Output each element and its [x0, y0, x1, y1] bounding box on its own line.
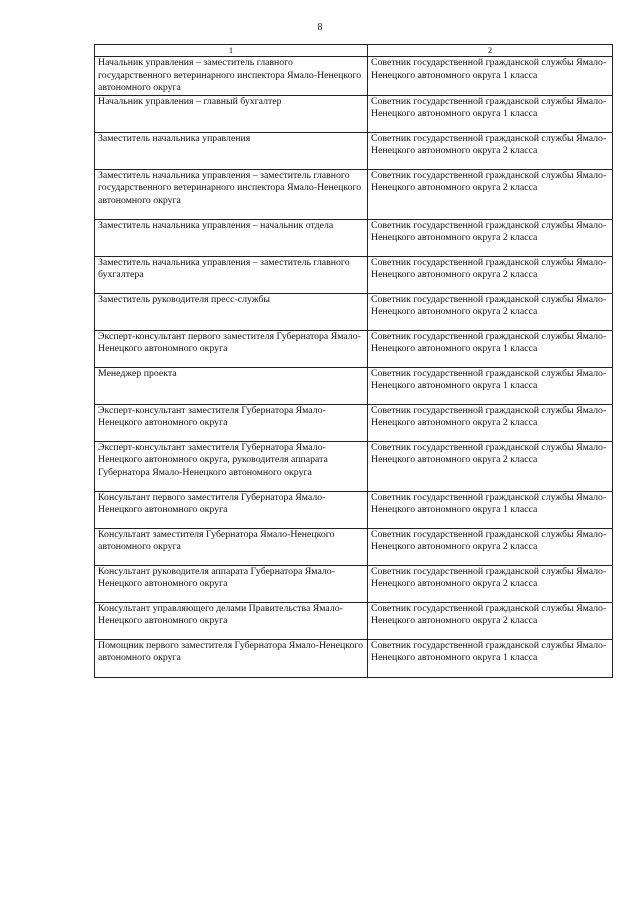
- table-row: [95, 602, 613, 639]
- position-cell: Заместитель начальника управления: [95, 132, 368, 169]
- rank-cell: Советник государственной гражданской службы Ямало-Ненецкого автономного округа 2 класса: [368, 132, 613, 169]
- position-cell: Помощник первого заместителя Губернатора Ямало-Ненецкого автономного округа: [95, 639, 368, 677]
- table-row: [95, 330, 613, 367]
- table-row: [95, 293, 613, 330]
- rank-cell: Советник государственной гражданской службы Ямало-Ненецкого автономного округа 2 класса: [368, 441, 613, 491]
- position-cell: Консультант заместителя Губернатора Ямало-Ненецкого автономного округа: [95, 528, 368, 565]
- table-row: [95, 565, 613, 602]
- rank-cell: Советник государственной гражданской службы Ямало-Ненецкого автономного округа 2 класса: [368, 602, 613, 639]
- rank-cell: Советник государственной гражданской службы Ямало-Ненецкого автономного округа 1 класса: [368, 367, 613, 404]
- rank-cell: Советник государственной гражданской службы Ямало-Ненецкого автономного округа 2 класса: [368, 404, 613, 441]
- column-header-2: 2: [368, 45, 613, 57]
- table-row: [95, 441, 613, 491]
- table-row: [95, 132, 613, 169]
- rank-cell: Советник государственной гражданской службы Ямало-Ненецкого автономного округа 2 класса: [368, 256, 613, 293]
- table-row: [95, 404, 613, 441]
- position-cell: Консультант руководителя аппарата Губернатора Ямало-Ненецкого автономного округа: [95, 565, 368, 602]
- position-cell: Консультант первого заместителя Губернатора Ямало-Ненецкого автономного округа: [95, 491, 368, 528]
- table-row: [95, 528, 613, 565]
- position-cell: Заместитель начальника управления – заместитель главного бухгалтера: [95, 256, 368, 293]
- position-cell: Менеджер проекта: [95, 367, 368, 404]
- position-cell: Консультант управляющего делами Правительства Ямало-Ненецкого автономного округа: [95, 602, 368, 639]
- rank-cell: Советник государственной гражданской службы Ямало-Ненецкого автономного округа 1 класса: [368, 491, 613, 528]
- table-row: [95, 169, 613, 219]
- position-cell: Заместитель начальника управления – заместитель главного государственного ветеринарного инспектора Ямало-Ненецкого автономного округа: [95, 169, 368, 219]
- rank-cell: Советник государственной гражданской службы Ямало-Ненецкого автономного округа 1 класса: [368, 95, 613, 132]
- positions-table: [94, 44, 613, 678]
- table-row: [95, 219, 613, 256]
- rank-cell: Советник государственной гражданской службы Ямало-Ненецкого автономного округа 1 класса: [368, 639, 613, 677]
- position-cell: Начальник управления – главный бухгалтер: [95, 95, 368, 132]
- position-cell: Эксперт-консультант заместителя Губернатора Ямало-Ненецкого автономного округа, руководителя аппарата Губернатора Ямало-Ненецкого автономного округа: [95, 441, 368, 491]
- column-header-1: 1: [95, 45, 368, 57]
- position-cell: Эксперт-консультант первого заместителя Губернатора Ямало-Ненецкого автономного округа: [95, 330, 368, 367]
- position-cell: Заместитель начальника управления – начальник отдела: [95, 219, 368, 256]
- rank-cell: Советник государственной гражданской службы Ямало-Ненецкого автономного округа 2 класса: [368, 293, 613, 330]
- rank-cell: Советник государственной гражданской службы Ямало-Ненецкого автономного округа 2 класса: [368, 169, 613, 219]
- page-number: 8: [317, 22, 323, 33]
- table-row: [95, 95, 613, 132]
- table-header-row: [95, 45, 613, 57]
- table-row: [95, 491, 613, 528]
- table-row: [95, 367, 613, 404]
- rank-cell: Советник государственной гражданской службы Ямало-Ненецкого автономного округа 2 класса: [368, 565, 613, 602]
- table-row: [95, 639, 613, 677]
- rank-cell: Советник государственной гражданской службы Ямало-Ненецкого автономного округа 2 класса: [368, 528, 613, 565]
- rank-cell: Советник государственной гражданской службы Ямало-Ненецкого автономного округа 2 класса: [368, 219, 613, 256]
- position-cell: Заместитель руководителя пресс-службы: [95, 293, 368, 330]
- position-cell: Эксперт-консультант заместителя Губернатора Ямало-Ненецкого автономного округа: [95, 404, 368, 441]
- rank-cell: Советник государственной гражданской службы Ямало-Ненецкого автономного округа 1 класса: [368, 330, 613, 367]
- position-cell: Начальник управления – заместитель главного государственного ветеринарного инспектора Ямало-Ненецкого автономного округа: [95, 57, 368, 96]
- table-row: [95, 256, 613, 293]
- table-row: [95, 57, 613, 96]
- rank-cell: Советник государственной гражданской службы Ямало-Ненецкого автономного округа 1 класса: [368, 57, 613, 96]
